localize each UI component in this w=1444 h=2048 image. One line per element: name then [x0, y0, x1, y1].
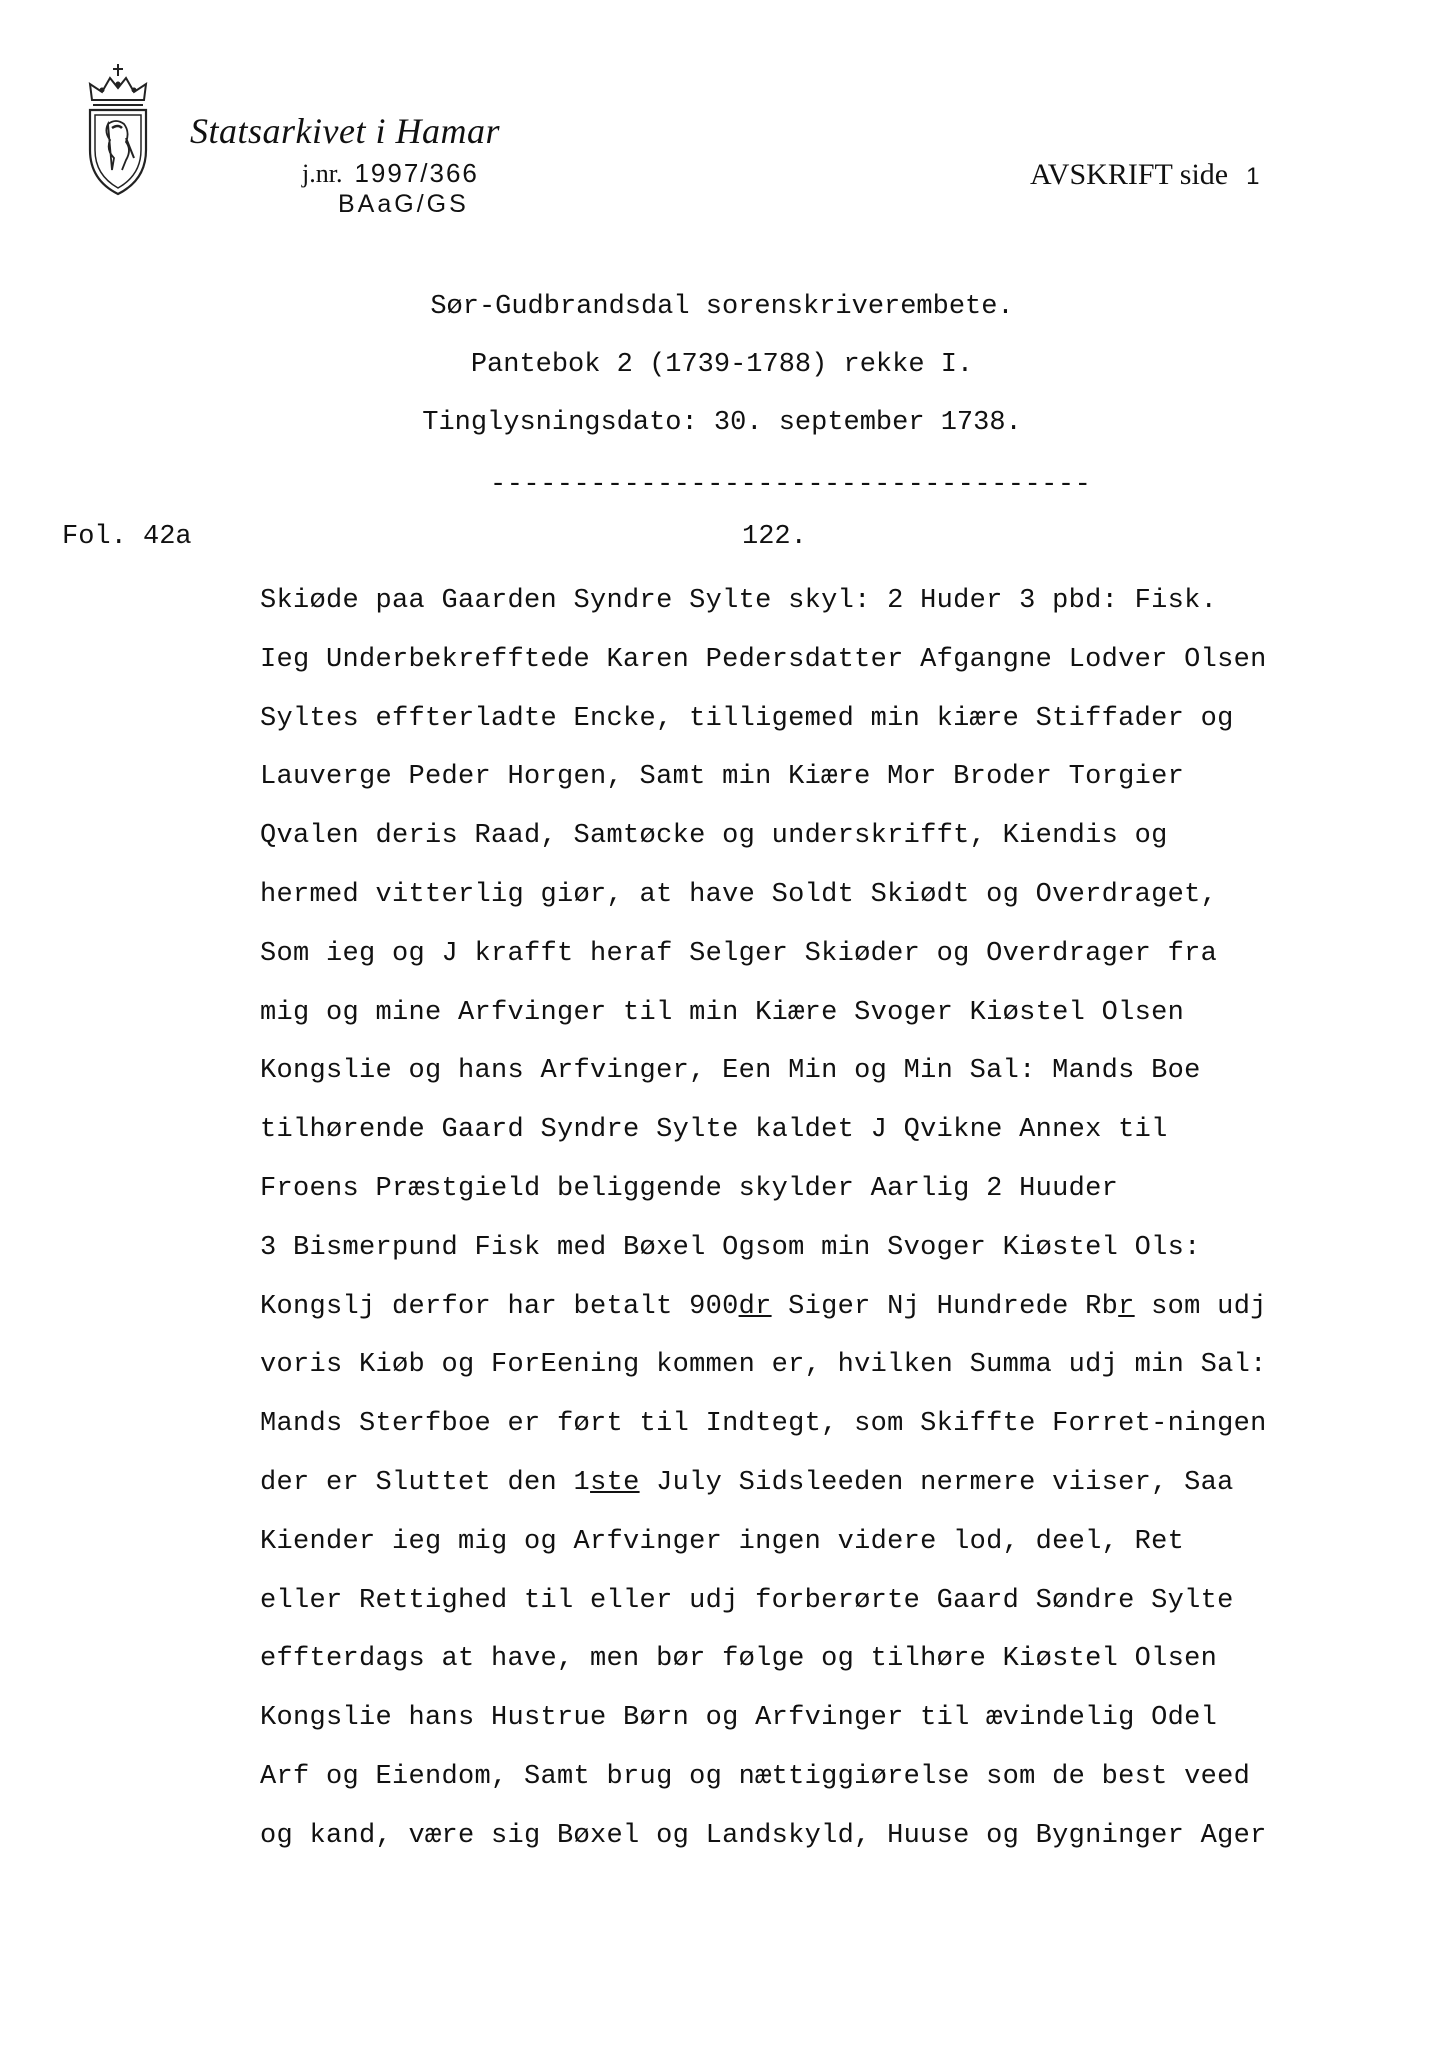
separator-rule: ------------------------------------	[490, 470, 1092, 500]
transcript-line: tilhørende Gaard Syndre Sylte kaldet J Qvikne Annex til	[260, 1115, 1168, 1146]
transcript-line: Arf og Eiendom, Samt brug og nættiggiørelse som de best veed	[260, 1761, 1251, 1792]
page-number: 1	[1246, 163, 1260, 190]
transcript-line: Kongslie og hans Arfvinger, Een Min og Min Sal: Mands Boe	[260, 1056, 1201, 1087]
transcript-line: Som ieg og J krafft heraf Selger Skiøder og Overdrager fra	[260, 938, 1218, 969]
archive-name: Statsarkivet i Hamar	[190, 111, 500, 151]
transcript-line: der er Sluttet den 1ste July Sidsleeden nermere viiser, Saa	[260, 1467, 1234, 1498]
transcript-line: Qvalen deris Raad, Samtøcke og underskrifft, Kiendis og	[260, 821, 1168, 852]
transcript-text: AVSKRIFT side	[1030, 158, 1229, 191]
transcript-line: Kongslie hans Hustrue Børn og Arfvinger til ævindelig Odel	[260, 1703, 1218, 1734]
transcript-line: effterdags at have, men bør følge og tilhøre Kiøstel Olsen	[260, 1644, 1218, 1675]
folio-label: Fol. 42a	[62, 522, 192, 552]
transcript-line: og kand, være sig Bøxel og Landskyld, Huuse og Bygninger Ager	[260, 1820, 1267, 1851]
transcript-line: Kiender ieg mig og Arfvinger ingen videre lod, deel, Ret	[260, 1526, 1185, 1557]
transcript-body	[260, 581, 1267, 1875]
registration-date: Tinglysningsdato: 30. september 1738.	[422, 408, 1022, 438]
transcript-line: Kongslj derfor har betalt 900dr Siger Nj Hundrede Rbr som udj	[260, 1291, 1267, 1322]
transcript-label	[1030, 158, 1259, 192]
transcript-line: Syltes effterladte Encke, tilligemed min kiære Stiffader og	[260, 703, 1234, 734]
entry-number: 122.	[742, 522, 807, 552]
transcript-line: 3 Bismerpund Fisk med Bøxel Ogsom min Svoger Kiøstel Ols:	[260, 1232, 1201, 1263]
transcript-line: eller Rettighed til eller udj forberørte Gaard Søndre Sylte	[260, 1585, 1234, 1616]
journal-number: 1997/366	[354, 158, 479, 188]
transcript-line: Mands Sterfboe er ført til Indtegt, som Skiffte Forret-ningen	[260, 1409, 1267, 1440]
office-heading: Sør-Gudbrandsdal sorenskriverembete.	[430, 292, 1014, 322]
book-heading: Pantebok 2 (1739-1788) rekke I.	[470, 350, 974, 380]
journal-number-line	[302, 158, 479, 189]
transcript-line: hermed vitterlig giør, at have Soldt Skiødt og Overdraget,	[260, 879, 1218, 910]
coat-of-arms-icon	[82, 62, 154, 202]
transcript-line: Lauverge Peder Horgen, Samt min Kiære Mor Broder Torgier	[260, 762, 1185, 793]
transcript-line: voris Kiøb og ForEening kommen er, hvilken Summa udj min Sal:	[260, 1350, 1267, 1381]
transcript-line: Ieg Underbekrefftede Karen Pedersdatter Afgangne Lodver Olsen	[260, 644, 1267, 675]
journal-label: j.nr.	[302, 159, 343, 188]
transcript-line: mig og mine Arfvinger til min Kiære Svoger Kiøstel Olsen	[260, 997, 1185, 1028]
reference-code: BAaG/GS	[338, 190, 469, 218]
transcript-line: Froens Præstgield beliggende skylder Aarlig 2 Huuder	[260, 1173, 1119, 1204]
transcript-line: Skiøde paa Gaarden Syndre Sylte skyl: 2 Huder 3 pbd: Fisk.	[260, 586, 1218, 616]
